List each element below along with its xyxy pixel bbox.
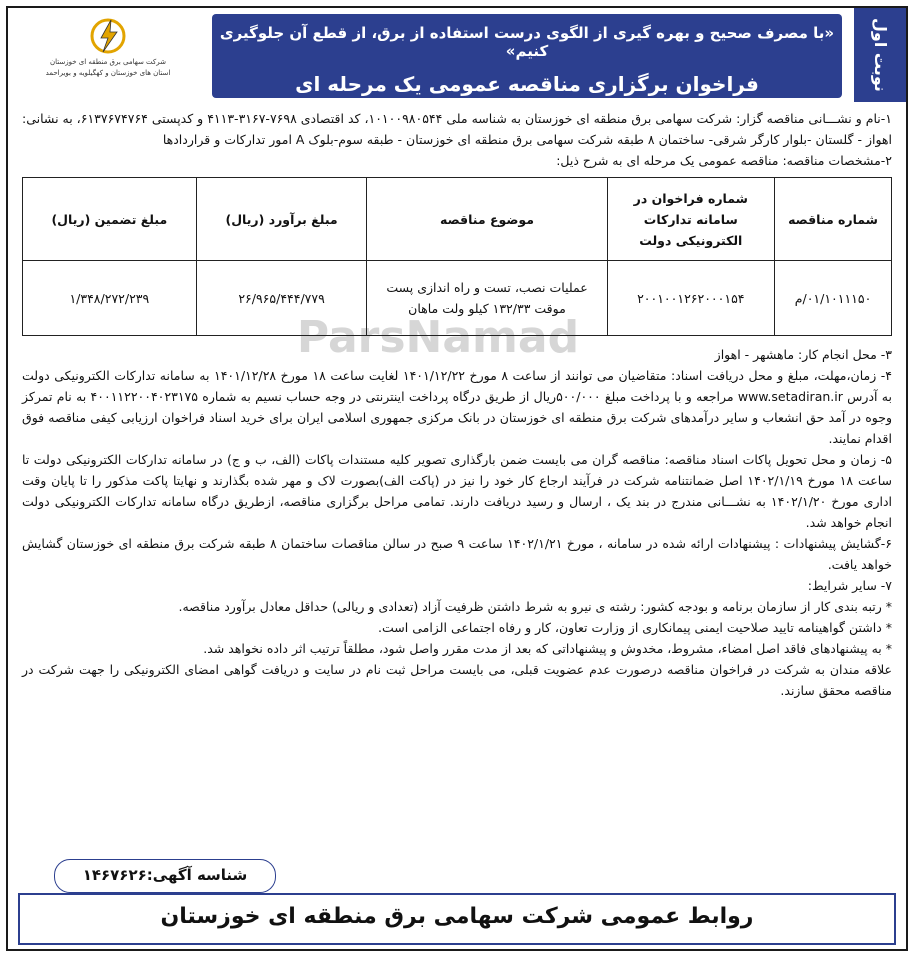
section-7: ۷- سایر شرایط: bbox=[807, 578, 892, 593]
section-6: ۶-گشایش پیشنهادات : پیشنهادات ارائه شده در سامانه ، مورخ ۱۴۰۲/۱/۲۱ ساعت ۹ صبح در سالن مناقصات ساختمان ۸ طبقه شرکت برق منطقه ای خوزستان گشایش خواهد یافت. bbox=[22, 536, 893, 572]
header-estimate: مبلغ برآورد (ریال) bbox=[196, 178, 367, 261]
cell-tender-no: ۰۱/۱۰۱۱۱۵۰/م bbox=[775, 261, 892, 336]
round-tag: نوبت اول bbox=[854, 8, 906, 102]
title-banner bbox=[212, 14, 842, 98]
cell-portal-no: ۲۰۰۱۰۰۱۲۶۲۰۰۰۱۵۴ bbox=[607, 261, 775, 336]
ad-id-badge: شناسه آگهی:۱۴۶۷۶۲۶ bbox=[54, 859, 276, 893]
lightning-logo-icon bbox=[83, 16, 133, 56]
header-subject: موضوع مناقصه bbox=[367, 178, 607, 261]
section-3: ۳- محل انجام کار: ماهشهر - اهواز bbox=[714, 347, 892, 362]
notice-footer bbox=[8, 857, 906, 949]
table-header-row bbox=[23, 178, 892, 261]
header-guarantee: مبلغ تضمین (ریال) bbox=[23, 178, 197, 261]
section-5: ۵- زمان و محل تحویل پاکات اسناد مناقصه: مناقصه گران می بایست ضمن بارگذاری تصویر کلیه مستندات پاکات (الف، ب و ج) در سامانه تدارکات الکترونیکی دولت تا ساعت ۱۸ مورخ ۱۴۰۲/۱/۱۹ اصل ضمانتنامه شرکت در فرآیند ارجاع کار خود را نیز در (پاکت الف)بصورت لاک و مهر شده بگذارند و نهایتا پاکت مذکور را تا پایان وقت اداری مورخ ۱۴۰۲/۱/۲۰ به نشـــانی مندرج در بند یک ، ارسال و رسید دریافت دارند. تمامی مراحل برگزاری مناقصه، ازطریق درگاه سامانه تدارکات الکترونیکی دولت انجام خواهد شد. bbox=[22, 452, 892, 530]
tender-table bbox=[22, 177, 892, 336]
list-item: * رتبه بندی کار از سازمان برنامه و بودجه کشور: رشته ی نیرو به شرط داشتن ظرفیت آزاد (تعدادی و ریالی) حداقل معادل برآورد مناقصه. bbox=[178, 599, 892, 614]
logo-company-name: شرکت سهامی برق منطقه ای خوزستان bbox=[49, 58, 166, 66]
cell-guarantee: ۱/۳۴۸/۲۷۲/۲۳۹ bbox=[23, 261, 197, 336]
header-tender-no: شماره مناقصه bbox=[775, 178, 892, 261]
closing-note: علاقه مندان به شرکت در فراخوان مناقصه درصورت عدم عضویت قبلی، می بایست مراحل ثبت نام در سایت و دریافت گواهی امضای الکترونیکی را جهت شرکت در مناقصه محقق سازند. bbox=[22, 662, 892, 698]
page-title: فراخوان برگزاری مناقصه عمومی یک مرحله ای bbox=[295, 72, 759, 96]
header-portal-no: شماره فراخوان در سامانه تدارکات الکترونیکی دولت bbox=[607, 178, 775, 261]
company-logo bbox=[18, 16, 198, 102]
notice-header bbox=[8, 8, 906, 104]
slogan: «با مصرف صحیح و بهره گیری از الگوی درست استفاده از برق، از قطع آن جلوگیری کنیم» bbox=[219, 24, 835, 60]
table-row bbox=[23, 261, 892, 336]
public-relations-signature: روابط عمومی شرکت سهامی برق منطقه ای خوزستان bbox=[18, 893, 896, 945]
tender-notice bbox=[6, 6, 908, 951]
logo-company-sub: استان های خوزستان و کهگیلویه و بویراحمد bbox=[45, 69, 171, 77]
section-2: ۲-مشخصات مناقصه: مناقصه عمومی یک مرحله ای به شرح ذیل: bbox=[556, 153, 892, 168]
section-4: ۴- زمان،مهلت، مبلغ و محل دریافت اسناد: متقاضیان می توانند از ساعت ۸ مورخ ۱۴۰۱/۱۲/۲۲ لغایت ساعت ۱۸ مورخ ۱۴۰۱/۱۲/۲۸ به سامانه تدارکات الکترونیکی دولت به آدرس www.setadiran.ir مراجعه و با پرداخت مبلغ ۵۰۰/۰۰۰ریال از طریق درگاه پرداخت اینترنتی در وجه حساب نسیم به شماره ۴۰۰۱۱۲۲۰۰۴۰۲۳۱۷۵ به نام تمرکز وجوه در آمد حق انشعاب و سایر درآمدهای شرکت برق منطقه ای خوزستان در بانک مرکزی جمهوری اسلامی ایران برای خرید اسناد فراخوان ارزیابی کیفی مناقصه فوق اقدام نمایند. bbox=[22, 368, 892, 446]
cell-estimate: ۲۶/۹۶۵/۴۴۴/۷۷۹ bbox=[196, 261, 367, 336]
list-item: * داشتن گواهینامه تایید صلاحیت ایمنی پیمانکاری از وزارت تعاون، کار و رفاه اجتماعی الزامی است. bbox=[378, 620, 892, 635]
notice-body bbox=[22, 108, 892, 701]
cell-subject: عملیات نصب، تست و راه اندازی پست موقت ۱۳۲/۳۳ کیلو ولت ماهان bbox=[367, 261, 607, 336]
conditions-list bbox=[22, 596, 892, 659]
watermark: ParsNamad bbox=[296, 312, 580, 363]
section-1: ۱-نام و نشـــانی مناقصه گزار: شرکت سهامی برق منطقه ای خوزستان به شناسه ملی ۱۰۱۰۰۹۸۰۵۴۴، کد اقتصادی ۷۶۹۸-۳۱۶۷-۴۱۱۳ و کدپستی ۶۱۳۷۶۷۴۷۶۴، به نشانی: اهواز - گلستان -بلوار کارگر شرقی- ساختمان ۸ طبقه شرکت سهامی برق منطقه ای خوزستان - طبقه سوم-بلوک A امور تدارکات و قراردادها bbox=[22, 111, 892, 147]
list-item: * به پیشنهادهای فاقد اصل امضاء، مشروط، مخدوش و پیشنهاداتی که بعد از مدت مقرر واصل شود، مطلقاً ترتیب اثر داده نخواهد شد. bbox=[203, 641, 892, 656]
